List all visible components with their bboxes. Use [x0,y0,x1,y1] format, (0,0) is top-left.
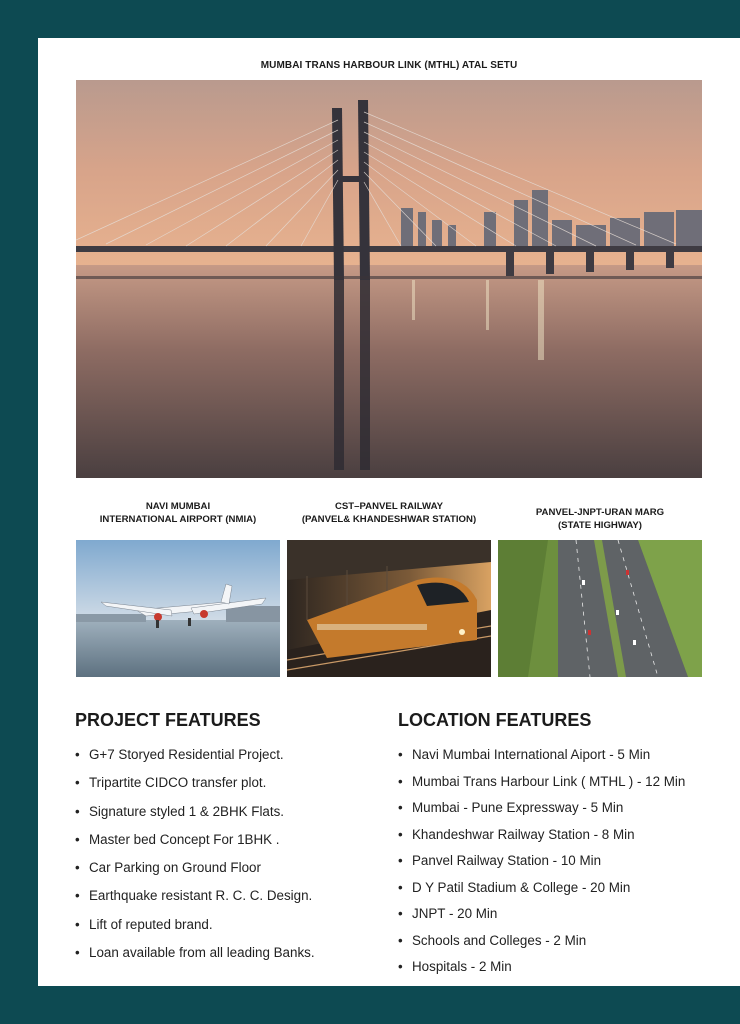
list-item: • Signature styled 1 & 2BHK Flats. [75,804,315,832]
mthl-bridge-photo [76,80,702,478]
location-features-heading: LOCATION FEATURES [398,710,592,730]
project-features-heading: PROJECT FEATURES [75,710,261,730]
list-item: • Loan available from all leading Banks. [75,945,315,973]
highway-photo [498,540,702,677]
list-item: • D Y Patil Stadium & College - 20 Min [398,880,685,907]
list-item: • Tripartite CIDCO transfer plot. [75,775,315,803]
list-item: • G+7 Storyed Residential Project. [75,747,315,775]
railway-caption: CST–PANVEL RAILWAY (PANVEL& KHANDESHWAR STATION) [301,501,477,525]
hero-caption: MUMBAI TRANS HARBOUR LINK (MTHL) ATAL SETU [260,60,518,71]
list-item: • Hospitals - 2 Min [398,959,685,986]
project-features-list [75,747,315,973]
list-item: • Master bed Concept For 1BHK . [75,832,315,860]
airport-photo [76,540,280,677]
airport-caption: NAVI MUMBAI INTERNATIONAL AIRPORT (NMIA) [99,501,257,525]
list-item: • Earthquake resistant R. C. C. Design. [75,888,315,916]
list-item: • JNPT - 20 Min [398,906,685,933]
list-item: • Lift of reputed brand. [75,917,315,945]
railway-photo [287,540,491,677]
list-item: • Navi Mumbai International Aiport - 5 Min [398,747,685,774]
location-features-list [398,747,685,986]
list-item: • Schools and Colleges - 2 Min [398,933,685,960]
list-item: • Car Parking on Ground Floor [75,860,315,888]
list-item: • Panvel Railway Station - 10 Min [398,853,685,880]
highway-caption: PANVEL-JNPT-URAN MARG (STATE HIGHWAY) [535,507,665,531]
list-item: • Mumbai Trans Harbour Link ( MTHL ) - 12 Min [398,774,685,801]
list-item: • Mumbai - Pune Expressway - 5 Min [398,800,685,827]
list-item: • Khandeshwar Railway Station - 8 Min [398,827,685,854]
